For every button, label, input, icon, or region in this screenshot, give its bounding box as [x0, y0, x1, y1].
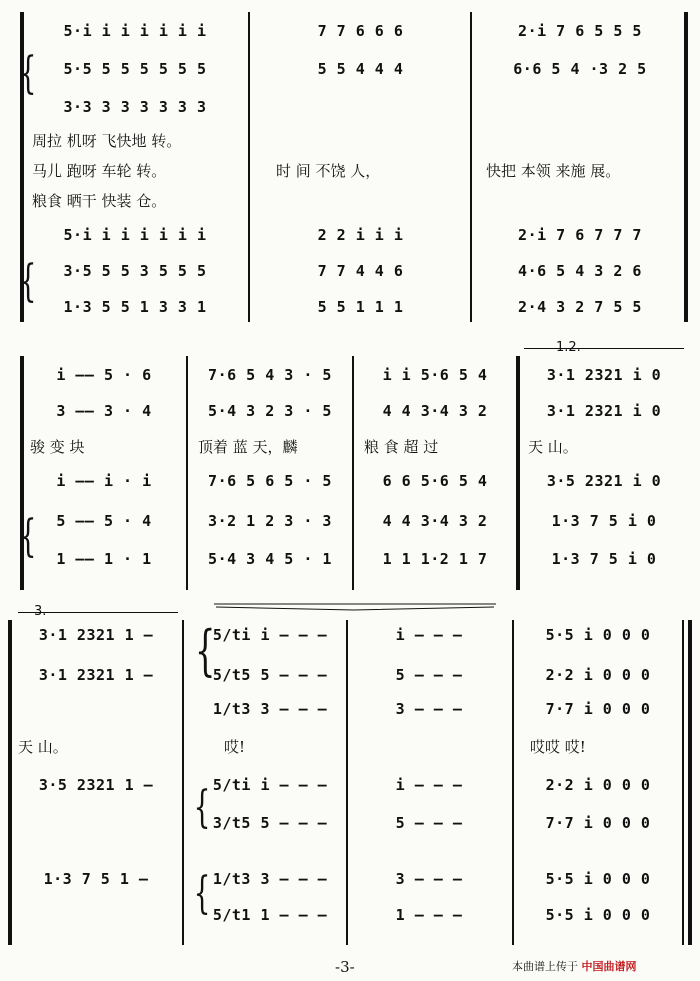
notation-cell: 7 7 6 6 6 [317, 22, 404, 40]
notation-cell: i — — — [395, 626, 463, 644]
system-1-row-5 [0, 262, 700, 292]
notation-cell: 5·5 i 0 0 0 [545, 870, 651, 888]
volta-3-label: 3. [34, 604, 47, 619]
notation-cell: 3·2 1 2 3 · 3 [208, 512, 332, 530]
score-system-1 [0, 0, 700, 330]
notation-cell: 5·i i i i i i i [63, 22, 207, 40]
lyric-text: 骏 变 块 [30, 438, 85, 456]
lyric-text: 周拉 机呀 飞快地 转。 [32, 132, 182, 150]
notation-cell: i —— i · i [56, 472, 152, 490]
notation-cell: 5·i i i i i i i [63, 226, 207, 244]
system-2-row-3 [0, 472, 700, 502]
notation-cell: 1 1 1·2 1 7 [382, 550, 488, 568]
page-number: -3- [335, 958, 355, 976]
notation-cell: 4 4 3·4 3 2 [382, 512, 488, 530]
notation-cell: 5/t1 1 — — — [212, 906, 328, 924]
system-1-row-2 [0, 60, 700, 90]
notation-cell: 7 7 4 4 6 [317, 262, 404, 280]
volta-1-2-bracket [524, 348, 684, 349]
lyric-text: 天 山。 [528, 438, 578, 456]
notation-cell: 5 5 4 4 4 [317, 60, 404, 78]
upload-credit [512, 958, 637, 974]
notation-cell: 5·5 5 5 5 5 5 5 [63, 60, 207, 78]
system-3-brace-2: { [193, 782, 211, 833]
system-3-row-7 [0, 906, 700, 936]
credit-text: 本曲谱上传于 [512, 960, 578, 973]
notation-cell: 2·2 i 0 0 0 [545, 666, 651, 684]
system-3-row-3 [0, 700, 700, 730]
notation-cell: 1·3 7 5 i 0 [551, 550, 657, 568]
notation-cell: 2·i 7 6 7 7 7 [518, 226, 642, 244]
system-3-row-6 [0, 870, 700, 900]
system-1-row-1 [0, 22, 700, 52]
notation-cell: 6·6 5 4 ·3 2 5 [513, 60, 647, 78]
notation-cell: 1 — — — [395, 906, 463, 924]
notation-cell: 3/t5 5 — — — [212, 814, 328, 832]
score-system-2 [0, 340, 700, 590]
lyric-text: 时 间 不饶 人， [276, 162, 381, 180]
notation-cell: 3·1 2321 1 — [38, 626, 154, 644]
site-logo: 中国曲谱网 [581, 960, 637, 973]
notation-cell: 3·5 2321 i 0 [546, 472, 662, 490]
system-1-lyric-line-2 [0, 160, 700, 186]
score-system-3 [0, 600, 700, 945]
notation-cell: 3·1 2321 i 0 [546, 366, 662, 384]
notation-cell: 3 — — — [395, 700, 463, 718]
notation-cell: 3·5 2321 1 — [38, 776, 154, 794]
notation-cell: 1/t3 3 — — — [212, 700, 328, 718]
notation-cell: 5·5 i 0 0 0 [545, 906, 651, 924]
notation-cell: 2·2 i 0 0 0 [545, 776, 651, 794]
notation-cell: 7·6 5 6 5 · 5 [208, 472, 332, 490]
notation-cell: 1·3 7 5 i 0 [551, 512, 657, 530]
system-3-brace-1: { [194, 619, 216, 682]
lyric-text: 顶着 蓝 天，麟 [198, 438, 298, 456]
notation-cell: 4·6 5 4 3 2 6 [518, 262, 642, 280]
lyric-text: 哎! [224, 738, 246, 756]
notation-cell: 5 5 1 1 1 [317, 298, 404, 316]
notation-cell: 3·5 5 5 3 5 5 5 [63, 262, 207, 280]
notation-cell: 5 — — — [395, 666, 463, 684]
crescendo-decrescendo-icon [214, 602, 496, 612]
system-2-row-1 [0, 366, 700, 396]
notation-cell: 1·3 5 5 1 3 3 1 [63, 298, 207, 316]
notation-cell: 4 4 3·4 3 2 [382, 402, 488, 420]
notation-cell: 3·3 3 3 3 3 3 3 [63, 98, 207, 116]
notation-cell: 7·7 i 0 0 0 [545, 814, 651, 832]
notation-cell: 3·1 2321 1 — [38, 666, 154, 684]
system-2-lyric-line [0, 436, 700, 462]
notation-cell: 3 —— 3 · 4 [56, 402, 152, 420]
notation-cell: 7·7 i 0 0 0 [545, 700, 651, 718]
lyric-text: 粮 食 超 过 [364, 438, 439, 456]
notation-cell: 5/ti i — — — [212, 776, 328, 794]
system-3-row-5 [0, 814, 700, 844]
system-1-row-6 [0, 298, 700, 328]
notation-cell: 5/t5 5 — — — [212, 666, 328, 684]
notation-cell: 5/ti i — — — [212, 626, 328, 644]
system-1-lyric-line-3 [0, 190, 700, 216]
notation-cell: 5 — — — [395, 814, 463, 832]
lyric-text: 天 山。 [18, 738, 68, 756]
notation-cell: 2·4 3 2 7 5 5 [518, 298, 642, 316]
system-1-lower-brace: { [19, 256, 37, 307]
notation-cell: i i 5·6 5 4 [382, 366, 488, 384]
notation-cell: 2 2 i i i [317, 226, 404, 244]
system-3-row-1 [0, 626, 700, 656]
system-2-row-4 [0, 512, 700, 542]
notation-cell: 2·i 7 6 5 5 5 [518, 22, 642, 40]
system-1-lyric-line-1 [0, 130, 700, 156]
notation-cell: 7·6 5 4 3 · 5 [208, 366, 332, 384]
lyric-text: 哎哎 哎! [530, 738, 586, 756]
notation-cell: 5·4 3 4 5 · 1 [208, 550, 332, 568]
notation-cell: i — — — [395, 776, 463, 794]
notation-cell: 3·1 2321 i 0 [546, 402, 662, 420]
notation-cell: 1/t3 3 — — — [212, 870, 328, 888]
system-1-row-4 [0, 226, 700, 256]
notation-cell: 1·3 7 5 1 — [43, 870, 149, 888]
system-3-brace-3: { [193, 868, 211, 919]
system-3-row-4 [0, 776, 700, 806]
notation-cell: 5·4 3 2 3 · 5 [208, 402, 332, 420]
notation-cell: 5·5 i 0 0 0 [545, 626, 651, 644]
system-3-lyric-line [0, 736, 700, 762]
lyric-text: 粮食 晒干 快装 仓。 [32, 192, 167, 210]
system-2-row-5 [0, 550, 700, 580]
system-1-upper-brace: { [19, 48, 37, 99]
system-1-row-3 [0, 98, 700, 128]
notation-cell: 6 6 5·6 5 4 [382, 472, 488, 490]
lyric-text: 快把 本领 来施 展。 [486, 162, 621, 180]
volta-1-2-label: 1.2. [556, 340, 581, 355]
notation-cell: i —— 5 · 6 [56, 366, 152, 384]
notation-cell: 1 —— 1 · 1 [56, 550, 152, 568]
lyric-text: 马儿 跑呀 车轮 转。 [32, 162, 167, 180]
system-2-row-2 [0, 402, 700, 432]
notation-cell: 3 — — — [395, 870, 463, 888]
notation-cell: 5 —— 5 · 4 [56, 512, 152, 530]
system-2-lower-brace: { [19, 511, 37, 562]
system-3-row-2 [0, 666, 700, 696]
